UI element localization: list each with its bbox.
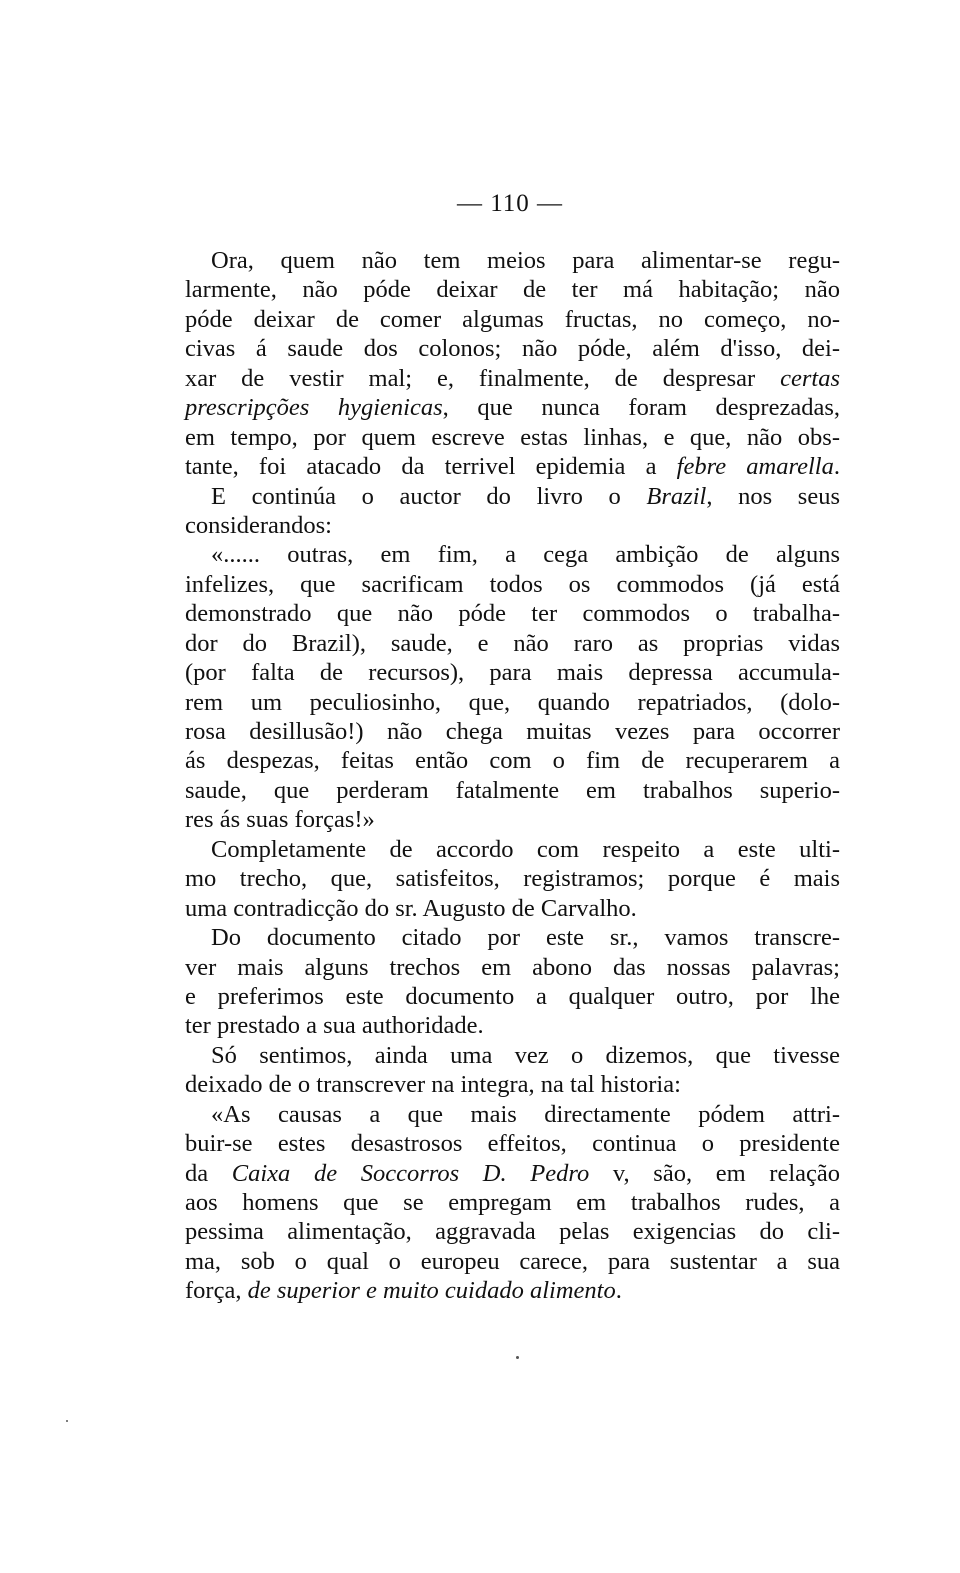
text-segment: pessima alimentação, aggravada pelas exigencias do cli- (185, 1218, 840, 1246)
italic-text: de superior e muito cuidado alimento (247, 1277, 616, 1305)
text-line (185, 482, 840, 511)
text-line (185, 1188, 840, 1217)
text-line (185, 864, 840, 893)
text-line (185, 364, 840, 393)
text-segment: E continúa o auctor do livro o (211, 482, 647, 510)
text-segment: «As causas a que mais directamente pódem attri- (211, 1100, 840, 1128)
text-line (185, 805, 840, 834)
text-line (185, 334, 840, 363)
text-segment: ma, sob o qual o europeu carece, para sustentar a sua (185, 1247, 840, 1275)
text-segment: . (833, 453, 840, 481)
text-segment: tante, foi atacado da terrivel epidemia a (185, 453, 677, 481)
text-segment: xar de vestir mal; e, finalmente, de despresar (185, 364, 781, 392)
text-segment: ver mais alguns trechos em abono das nossas palavras; (185, 953, 840, 981)
text-line (185, 746, 840, 775)
text-line (185, 953, 840, 982)
text-line (185, 717, 840, 746)
text-line (185, 982, 840, 1011)
text-line (185, 1159, 840, 1188)
text-line (185, 1070, 840, 1099)
scan-speck (66, 1420, 68, 1422)
text-segment: Do documento citado por este sr., vamos transcre- (211, 924, 840, 952)
text-segment: e preferimos este documento a qualquer outro, por lhe (185, 982, 840, 1010)
text-segment: civas á saude dos colonos; não póde, além d'isso, dei- (185, 335, 840, 363)
text-line (185, 511, 840, 540)
body-text (185, 246, 840, 1306)
text-segment: demonstrado que não póde ter commodos o trabalha- (185, 600, 840, 628)
text-segment: aos homens que se empregam em trabalhos rudes, a (185, 1189, 840, 1216)
text-segment: . (615, 1277, 622, 1305)
text-segment: ás despezas, feitas então com o fim de recuperarem a (185, 747, 840, 775)
text-line (185, 688, 840, 717)
text-segment: Ora, quem não tem meios para alimentar-se regu- (211, 247, 840, 274)
text-segment: uma contradicção do sr. Augusto de Carvalho. (185, 894, 637, 922)
text-segment: mo trecho, que, satisfeitos, registramos; porque é mais (185, 865, 840, 893)
page-number: — 110 — (456, 190, 564, 217)
text-line (185, 305, 840, 334)
text-segment: (por falta de recursos), para mais depressa accumula- (185, 659, 840, 687)
text-line (185, 570, 840, 599)
text-line (185, 1129, 840, 1158)
text-line (185, 275, 840, 304)
text-segment: v, são, em relação (589, 1159, 841, 1187)
text-line (185, 423, 840, 452)
text-segment: da (185, 1159, 232, 1187)
text-segment: em tempo, por quem escreve estas linhas, e que, não obs- (185, 423, 840, 451)
text-segment: rem um peculiosinho, que, quando repatriados, (dolo- (185, 688, 840, 716)
scan-speck (516, 1356, 519, 1359)
text-line (185, 452, 840, 481)
text-line (185, 923, 840, 952)
text-line (185, 658, 840, 687)
text-segment: força, (185, 1277, 248, 1305)
text-line (185, 776, 840, 805)
text-segment: ter prestado a sua authoridade. (185, 1012, 484, 1040)
text-segment: dor do Brazil), saude, e não raro as proprias vidas (185, 629, 840, 657)
text-line (185, 835, 840, 864)
italic-text: prescripções hygienicas (185, 394, 443, 422)
text-line (185, 1100, 840, 1129)
text-segment: rosa desillusão!) não chega muitas vezes para occorrer (185, 718, 840, 745)
text-line (185, 1041, 840, 1070)
text-segment: considerandos: (185, 511, 332, 539)
text-line (185, 1276, 840, 1305)
text-line (185, 1011, 840, 1040)
text-line (185, 246, 840, 275)
text-segment: «...... outras, em fim, a cega ambição de alguns (211, 541, 840, 569)
italic-text: Caixa de Soccorros D. Pedro (231, 1159, 590, 1187)
text-segment: , nos seus (706, 482, 840, 510)
text-segment: , que nunca foram desprezadas, (442, 394, 840, 422)
text-segment: larmente, não póde deixar de ter má habitação; não (185, 276, 840, 304)
text-segment: res ás suas forças!» (185, 806, 375, 834)
text-line (185, 540, 840, 569)
text-line (185, 393, 840, 422)
text-line (185, 894, 840, 923)
text-segment: Completamente de accordo com respeito a este ulti- (211, 835, 840, 863)
text-segment: póde deixar de comer algumas fructas, no começo, no- (185, 305, 840, 333)
text-line (185, 1217, 840, 1246)
text-segment: infelizes, que sacrificam todos os commodos (já está (185, 570, 840, 598)
italic-text: Brazil (646, 482, 707, 510)
text-segment: deixado de o transcrever na integra, na tal historia: (185, 1071, 681, 1099)
text-line (185, 629, 840, 658)
italic-text: certas (780, 364, 840, 392)
text-segment: Só sentimos, ainda uma vez o dizemos, que tivesse (211, 1041, 840, 1069)
text-segment: saude, que perderam fatalmente em trabalhos superio- (185, 776, 840, 804)
text-line (185, 599, 840, 628)
italic-text: febre amarella (676, 453, 834, 481)
text-line (185, 1247, 840, 1276)
text-segment: buir-se estes desastrosos effeitos, continua o presidente (185, 1130, 840, 1158)
